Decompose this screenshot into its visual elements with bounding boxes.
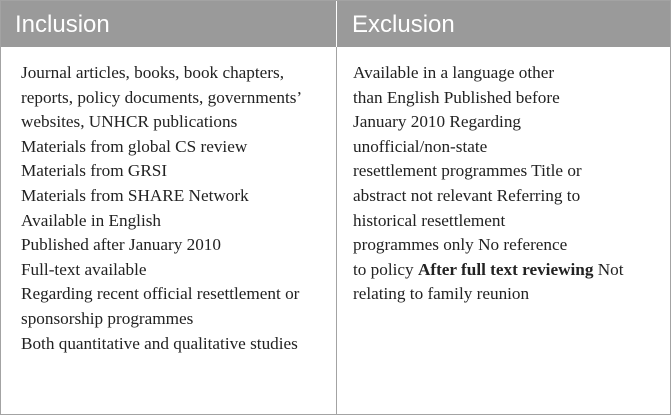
exclusion-line: unofficial/non-state [353,136,488,156]
exclusion-text-run: to policy [353,259,414,279]
exclusion-text [353,61,658,307]
exclusion-bold-run: After full text reviewing [417,259,594,279]
column-divider [336,47,337,414]
exclusion-line: programmes only No reference [353,235,568,255]
exclusion-line-mixed [353,258,658,283]
exclusion-line: abstract not relevant Referring to [353,185,581,205]
exclusion-line: relating to family reunion [353,284,530,304]
exclusion-line: resettlement programmes Title or [353,161,582,181]
inclusion-list [21,61,326,356]
exclusion-line: than English Published before [353,87,560,107]
exclusion-line: January 2010 Regarding [353,112,522,132]
exclusion-header: Exclusion [352,11,455,38]
inclusion-item: Materials from GRSI [21,161,168,181]
header-divider [336,1,337,47]
exclusion-line: historical resettlement [353,210,506,230]
exclusion-text-run: Not [597,259,624,279]
inclusion-header: Inclusion [15,11,110,38]
table-header [1,1,670,47]
exclusion-line: Available in a language other [353,63,555,82]
inclusion-item: Both quantitative and qualitative studies [21,333,298,353]
inclusion-item: Available in English [21,210,162,230]
inclusion-item: Journal articles, books, book chapters, reports, policy documents, governments’ websites, UNHCR publications [21,63,301,132]
inclusion-item: Materials from SHARE Network [21,185,249,205]
inclusion-item: Published after January 2010 [21,235,221,255]
inclusion-item: Full-text available [21,259,147,279]
inclusion-item: Materials from global CS review [21,136,248,156]
inclusion-item: Regarding recent official resettlement or sponsorship programmes [21,284,300,328]
